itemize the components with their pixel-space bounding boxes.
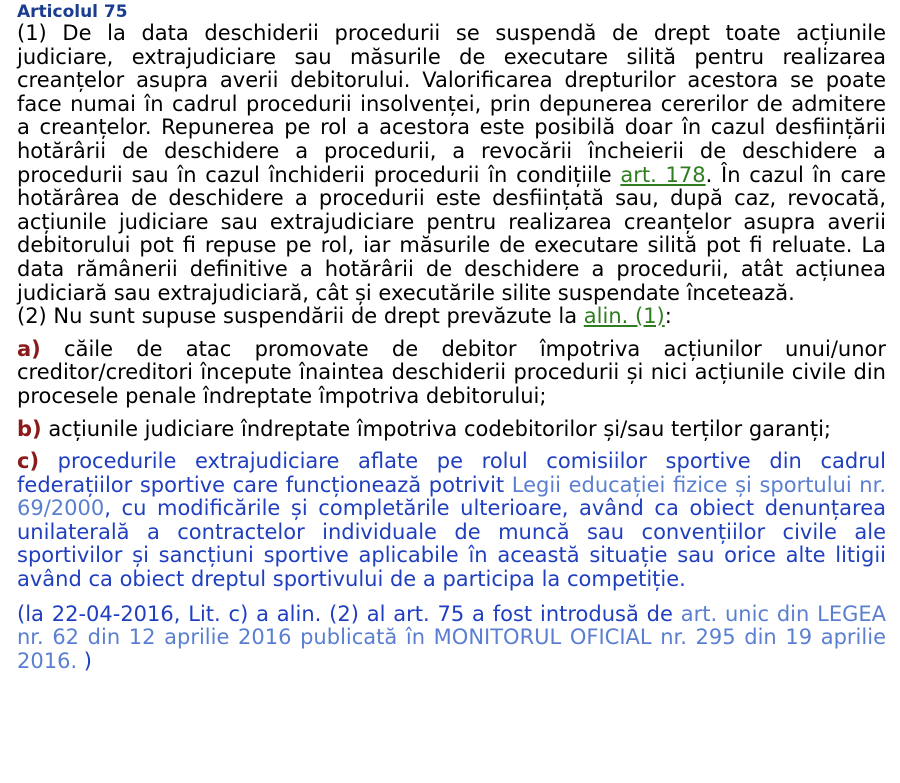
lit-b-text: acțiunile judiciare îndreptate împotriva codebitorilor și/sau terților garanți; [41,416,831,441]
alin-1-paragraph [17,22,886,305]
alin-1-text-start: (1) De la data deschiderii procedurii se suspendă de drept toate acțiunile judiciare, extrajudiciare sau măsurile de executare silită pentru realizarea creanțelor asupra averii debitorului. Valorificarea drepturilor acestora se poate face numai în cadrul procedurii insolvenței, prin depunerea cererilor de admitere a creanțelor. Repunerea pe rol a acestora este posibilă doar în cazul desființării hotărârii de deschidere a procedurii, a revocării încheierii de deschidere a procedurii sau în cazul închiderii procedurii în condițiile [17,21,886,187]
lit-c-text-start: procedurile extrajudiciare aflate pe rolul comisiilor sportive din cadrul federațiilor sportive care funcționează potrivit [17,449,886,497]
link-art-178[interactable]: art. 178 [620,162,706,187]
lit-a-paragraph [17,338,886,409]
lit-c-letter: c) [17,449,40,474]
link-legea-62-2016[interactable]: art. unic din LEGEA nr. 62 din 12 aprilie 2016 publicată în MONITORUL OFICIAL nr. 295 din 19 aprilie 2016. [17,601,886,673]
lit-b-paragraph [17,418,886,442]
alin-2-paragraph [17,305,886,329]
lit-a-text: căile de atac promovate de debitor împotriva acțiunilor unui/unor creditor/creditori începute înaintea deschiderii procedurii și nici acțiunile civile din procesele penale îndreptate împotriva debitorului; [17,336,886,408]
amendment-note [17,603,886,674]
alin-2-text-end: : [664,304,672,329]
link-legea-69-2000[interactable]: Legii educației fizice și sportului nr. 69/2000 [17,472,886,521]
lit-c-paragraph [17,450,886,592]
lit-c-text-end: , cu modificările și completările ulterioare, având ca obiect denunțarea unilaterală a contractelor individuale de muncă sau convențiilor civile ale sportivilor și sancțiuni sportive aplicabile în această situație sau orice alte litigii având ca obiect dreptul sportivului de a participa la competiție. [17,496,886,592]
alin-1-text-end: . În cazul în care hotărârea de deschidere a procedurii este desființată sau, după caz, revocată, acțiunile judiciare sau extrajudiciare pentru realizarea creanțelor asupra averii debitorului pot fi repuse pe rol, iar măsurile de executare silită pot fi reluate. La data rămânerii definitive a hotărârii de deschidere a procedurii, atât acțiunea judiciară sau extrajudiciară, cât și executările silite suspendate încetează. [17,162,886,305]
lit-b-letter: b) [17,416,42,441]
amendment-note-text-end: ) [77,648,92,673]
alin-2-text-start: (2) Nu sunt supuse suspendării de drept prevăzute la [17,304,584,329]
lit-a-letter: a) [17,336,41,361]
article-title: Articolul 75 [17,2,128,22]
amendment-note-text-start: (la 22-04-2016, Lit. c) a alin. (2) al art. 75 a fost introdusă de [17,601,681,626]
link-alin-1[interactable]: alin. (1) [583,304,665,329]
